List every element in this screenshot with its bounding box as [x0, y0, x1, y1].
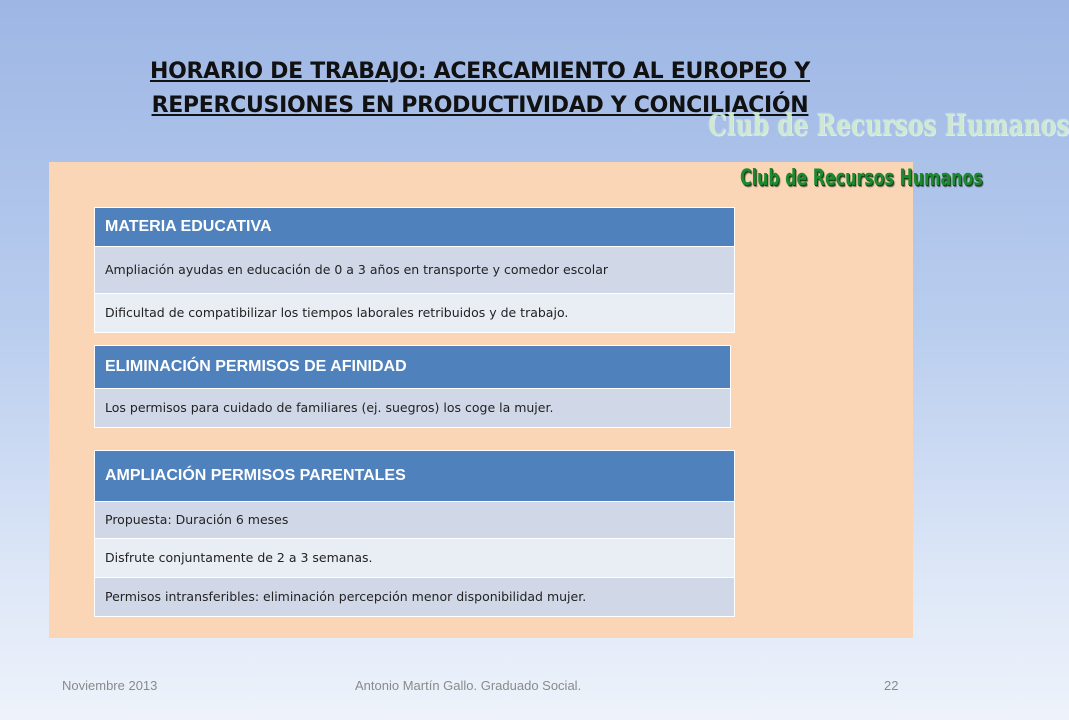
- card-row: Los permisos para cuidado de familiares (ej. suegros) los coge la mujer.: [94, 389, 731, 428]
- card-header: ELIMINACIÓN PERMISOS DE AFINIDAD: [94, 345, 731, 389]
- card-header: MATERIA EDUCATIVA: [94, 207, 735, 247]
- footer-date: Noviembre 2013: [62, 678, 158, 693]
- club-logo: Club de Recursos Humanos: [740, 166, 983, 191]
- card-row: Permisos intransferibles: eliminación percepción menor disponibilidad mujer.: [94, 578, 735, 617]
- card-permisos-afinidad: [94, 345, 731, 428]
- card-row: Disfrute conjuntamente de 2 a 3 semanas.: [94, 539, 735, 578]
- card-permisos-parentales: [94, 450, 735, 617]
- club-logo-watermark: Club de Recursos Humanos: [708, 108, 1069, 143]
- card-row: Dificultad de compatibilizar los tiempos laborales retribuidos y de trabajo.: [94, 294, 735, 333]
- card-materia-educativa: [94, 207, 735, 333]
- slide-title-line-1: HORARIO DE TRABAJO: ACERCAMIENTO AL EUROPEO Y: [149, 59, 810, 84]
- card-header: AMPLIACIÓN PERMISOS PARENTALES: [94, 450, 735, 502]
- footer-author: Antonio Martín Gallo. Graduado Social.: [355, 678, 582, 693]
- card-row: Propuesta: Duración 6 meses: [94, 502, 735, 539]
- slide-title-line-2: REPERCUSIONES EN PRODUCTIVIDAD Y CONCILIACIÓN: [151, 93, 809, 118]
- card-row: Ampliación ayudas en educación de 0 a 3 años en transporte y comedor escolar: [94, 247, 735, 294]
- footer-page-number: 22: [884, 678, 899, 693]
